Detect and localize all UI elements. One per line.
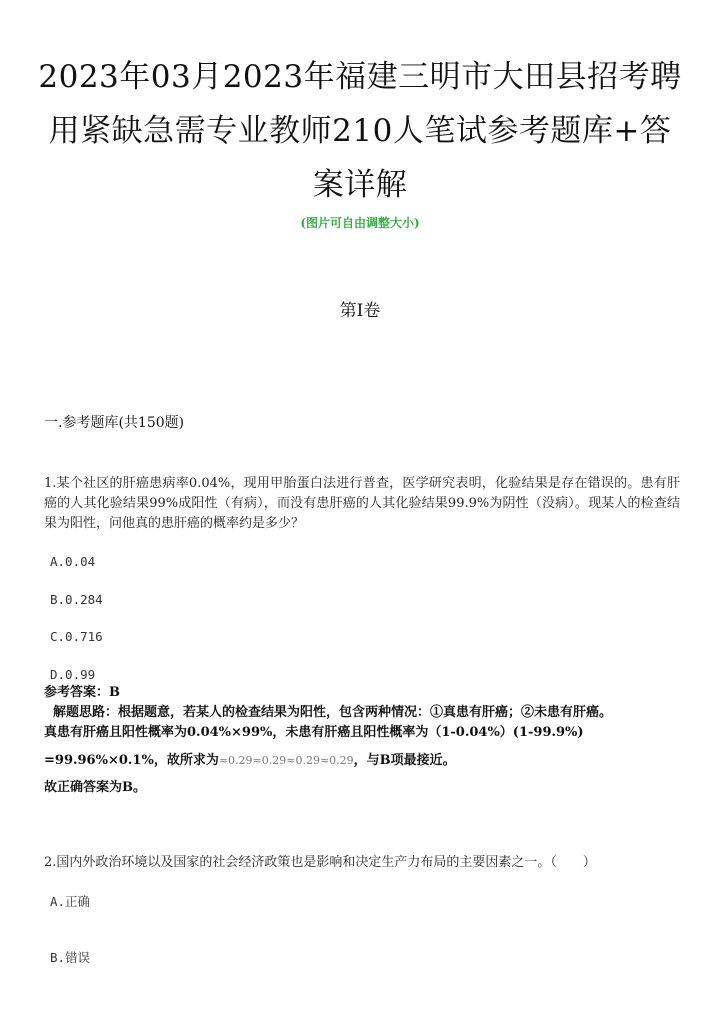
question-1-analysis-line-2: 真患有肝癌且阳性概率为0.04%×99%，未患有肝癌且阳性概率为（1-0.04%）(1-99.9%)	[44, 725, 584, 740]
question-2-option-a[interactable]: A.正确	[50, 894, 91, 909]
title-line-1: 2023年03月2023年福建三明市大田县招考聘	[38, 59, 682, 95]
title-line-2: 用紧缺急需专业教师210人笔试参考题库+答	[48, 113, 672, 149]
question-1-option-c[interactable]: C.0.716	[50, 629, 103, 644]
analysis-formula-prefix: =99.96%×0.1%，故所求为	[44, 753, 219, 768]
question-1-option-d[interactable]: D.0.99	[50, 667, 96, 682]
question-1-answer: 参考答案：B	[44, 685, 120, 700]
section-heading: 一.参考题库(共150题)	[44, 415, 185, 431]
question-2-text: 2.国内外政治环境以及国家的社会经济政策也是影响和决定生产力布局的主要因素之一。（ ）	[44, 855, 596, 870]
title-line-3: 案详解	[312, 167, 408, 203]
volume-heading: 第I卷	[339, 301, 381, 321]
question-1-option-b[interactable]: B.0.284	[50, 592, 103, 607]
analysis-formula-suffix: ，与B项最接近。	[353, 753, 456, 768]
question-1-conclusion: 故正确答案为B。	[44, 780, 146, 795]
question-1-option-a[interactable]: A.0.04	[50, 554, 96, 569]
question-1-text: 1.某个社区的肝癌患病率0.04%，现用甲胎蛋白法进行普查，医学研究表明，化验结果是存在错误的。患有肝癌的人其化验结果99%成阳性（有病），而没有患肝癌的人其化验结果99.9%为阴性（没病）。现某人的检查结果为阳性，问他真的患肝癌的概率约是多少？	[44, 476, 680, 531]
question-2-option-b[interactable]: B.错误	[50, 950, 91, 965]
question-1-analysis-line-3	[44, 751, 684, 771]
question-1-analysis-line-1: 解题思路：根据题意，若某人的检查结果为阳性，包含两种情况：①真患有肝癌；②未患有肝癌。	[44, 705, 613, 720]
image-resize-note: (图片可自由调整大小)	[300, 216, 420, 230]
document-title	[30, 50, 690, 212]
analysis-formula-approx: ≈0.29≈0.29≈0.29≈0.29	[218, 754, 354, 767]
